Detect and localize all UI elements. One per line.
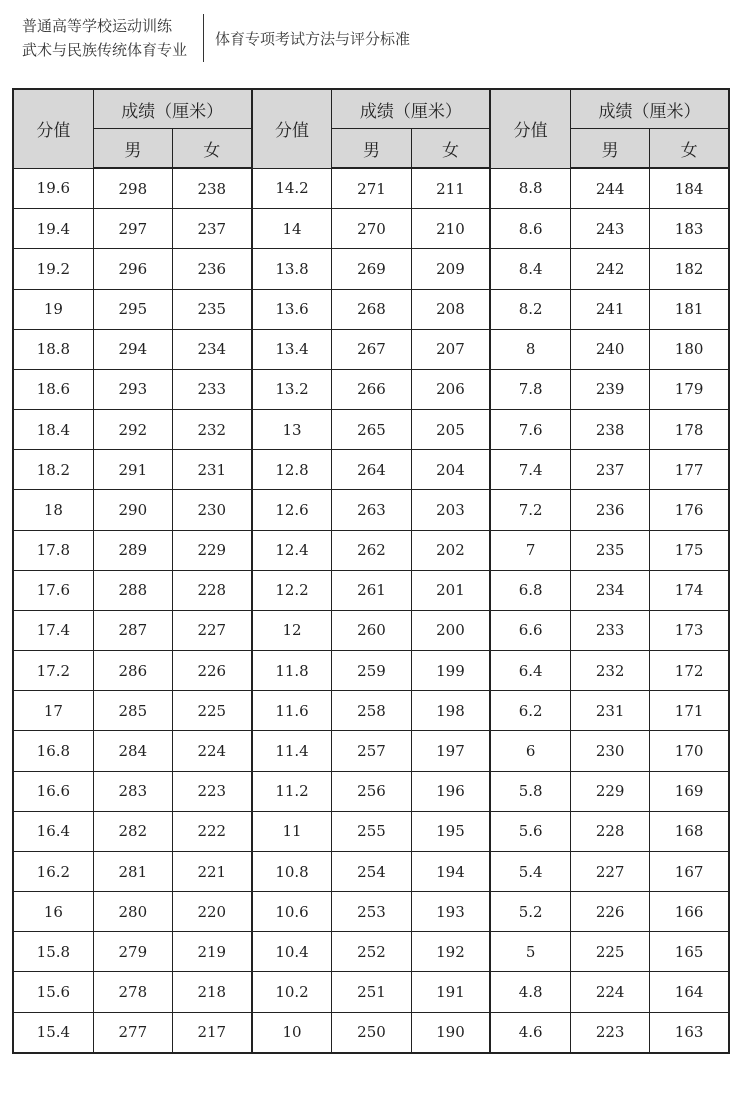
male-cell: 263 bbox=[332, 490, 411, 530]
table-row bbox=[13, 450, 729, 490]
header-result-2: 成绩（厘米） bbox=[332, 89, 490, 129]
score-cell: 16.8 bbox=[13, 731, 93, 771]
female-cell: 179 bbox=[650, 369, 729, 409]
male-cell: 268 bbox=[332, 289, 411, 329]
male-cell: 229 bbox=[571, 771, 650, 811]
female-cell: 209 bbox=[411, 249, 490, 289]
female-cell: 223 bbox=[172, 771, 251, 811]
female-cell: 163 bbox=[650, 1012, 729, 1053]
male-cell: 235 bbox=[571, 530, 650, 570]
male-cell: 287 bbox=[93, 610, 172, 650]
score-cell: 16 bbox=[13, 892, 93, 932]
female-cell: 222 bbox=[172, 811, 251, 851]
score-cell: 7.8 bbox=[490, 369, 570, 409]
female-cell: 166 bbox=[650, 892, 729, 932]
male-cell: 270 bbox=[332, 209, 411, 249]
score-cell: 11.8 bbox=[252, 651, 332, 691]
female-cell: 184 bbox=[650, 168, 729, 209]
male-cell: 291 bbox=[93, 450, 172, 490]
score-cell: 8 bbox=[490, 329, 570, 369]
male-cell: 242 bbox=[571, 249, 650, 289]
table-row bbox=[13, 892, 729, 932]
table-row bbox=[13, 530, 729, 570]
male-cell: 240 bbox=[571, 329, 650, 369]
female-cell: 183 bbox=[650, 209, 729, 249]
female-cell: 229 bbox=[172, 530, 251, 570]
female-cell: 208 bbox=[411, 289, 490, 329]
score-cell: 10.2 bbox=[252, 972, 332, 1012]
female-cell: 192 bbox=[411, 932, 490, 972]
table-row bbox=[13, 932, 729, 972]
score-cell: 8.2 bbox=[490, 289, 570, 329]
male-cell: 261 bbox=[332, 570, 411, 610]
table-row bbox=[13, 168, 729, 209]
score-cell: 6.8 bbox=[490, 570, 570, 610]
header-score-1: 分值 bbox=[13, 89, 93, 168]
score-cell: 17.8 bbox=[13, 530, 93, 570]
female-cell: 191 bbox=[411, 972, 490, 1012]
male-cell: 288 bbox=[93, 570, 172, 610]
male-cell: 256 bbox=[332, 771, 411, 811]
male-cell: 251 bbox=[332, 972, 411, 1012]
score-cell: 13.4 bbox=[252, 329, 332, 369]
female-cell: 221 bbox=[172, 851, 251, 891]
female-cell: 218 bbox=[172, 972, 251, 1012]
score-cell: 7.2 bbox=[490, 490, 570, 530]
male-cell: 295 bbox=[93, 289, 172, 329]
male-cell: 236 bbox=[571, 490, 650, 530]
score-table bbox=[12, 88, 730, 1054]
female-cell: 205 bbox=[411, 410, 490, 450]
male-cell: 297 bbox=[93, 209, 172, 249]
header-title: 体育专项考试方法与评分标准 bbox=[215, 30, 411, 48]
female-cell: 174 bbox=[650, 570, 729, 610]
score-cell: 6 bbox=[490, 731, 570, 771]
female-cell: 176 bbox=[650, 490, 729, 530]
score-cell: 17.2 bbox=[13, 651, 93, 691]
score-cell: 19.4 bbox=[13, 209, 93, 249]
male-cell: 294 bbox=[93, 329, 172, 369]
female-cell: 220 bbox=[172, 892, 251, 932]
female-cell: 217 bbox=[172, 1012, 251, 1053]
score-cell: 6.6 bbox=[490, 610, 570, 650]
male-cell: 239 bbox=[571, 369, 650, 409]
female-cell: 194 bbox=[411, 851, 490, 891]
female-cell: 230 bbox=[172, 490, 251, 530]
score-cell: 12 bbox=[252, 610, 332, 650]
score-cell: 19.2 bbox=[13, 249, 93, 289]
score-cell: 13.8 bbox=[252, 249, 332, 289]
table-row bbox=[13, 249, 729, 289]
female-cell: 196 bbox=[411, 771, 490, 811]
male-cell: 237 bbox=[571, 450, 650, 490]
score-cell: 17 bbox=[13, 691, 93, 731]
table-row bbox=[13, 811, 729, 851]
female-cell: 169 bbox=[650, 771, 729, 811]
female-cell: 170 bbox=[650, 731, 729, 771]
score-cell: 18 bbox=[13, 490, 93, 530]
female-cell: 200 bbox=[411, 610, 490, 650]
female-cell: 167 bbox=[650, 851, 729, 891]
score-cell: 14.2 bbox=[252, 168, 332, 209]
header-left bbox=[22, 14, 187, 62]
male-cell: 223 bbox=[571, 1012, 650, 1053]
table-row bbox=[13, 209, 729, 249]
score-cell: 10.8 bbox=[252, 851, 332, 891]
male-cell: 293 bbox=[93, 369, 172, 409]
male-cell: 260 bbox=[332, 610, 411, 650]
score-cell: 10.6 bbox=[252, 892, 332, 932]
male-cell: 243 bbox=[571, 209, 650, 249]
header-score-2: 分值 bbox=[252, 89, 332, 168]
male-cell: 284 bbox=[93, 731, 172, 771]
female-cell: 182 bbox=[650, 249, 729, 289]
header-male-2: 男 bbox=[332, 129, 411, 169]
score-cell: 17.6 bbox=[13, 570, 93, 610]
table-row bbox=[13, 329, 729, 369]
female-cell: 233 bbox=[172, 369, 251, 409]
male-cell: 234 bbox=[571, 570, 650, 610]
score-cell: 8.8 bbox=[490, 168, 570, 209]
score-cell: 8.4 bbox=[490, 249, 570, 289]
female-cell: 197 bbox=[411, 731, 490, 771]
score-table-body bbox=[13, 168, 729, 1053]
male-cell: 252 bbox=[332, 932, 411, 972]
score-cell: 12.6 bbox=[252, 490, 332, 530]
female-cell: 235 bbox=[172, 289, 251, 329]
male-cell: 271 bbox=[332, 168, 411, 209]
score-cell: 10 bbox=[252, 1012, 332, 1053]
score-cell: 5 bbox=[490, 932, 570, 972]
table-row bbox=[13, 490, 729, 530]
header-line-1: 普通高等学校运动训练 bbox=[22, 17, 173, 35]
score-cell: 15.8 bbox=[13, 932, 93, 972]
female-cell: 177 bbox=[650, 450, 729, 490]
female-cell: 237 bbox=[172, 209, 251, 249]
male-cell: 269 bbox=[332, 249, 411, 289]
score-cell: 4.6 bbox=[490, 1012, 570, 1053]
score-cell: 13.2 bbox=[252, 369, 332, 409]
male-cell: 230 bbox=[571, 731, 650, 771]
score-cell: 10.4 bbox=[252, 932, 332, 972]
table-row bbox=[13, 972, 729, 1012]
score-cell: 7.4 bbox=[490, 450, 570, 490]
score-cell: 16.2 bbox=[13, 851, 93, 891]
male-cell: 267 bbox=[332, 329, 411, 369]
female-cell: 190 bbox=[411, 1012, 490, 1053]
male-cell: 241 bbox=[571, 289, 650, 329]
male-cell: 279 bbox=[93, 932, 172, 972]
female-cell: 203 bbox=[411, 490, 490, 530]
female-cell: 202 bbox=[411, 530, 490, 570]
female-cell: 172 bbox=[650, 651, 729, 691]
male-cell: 225 bbox=[571, 932, 650, 972]
header-female-1: 女 bbox=[172, 129, 251, 169]
score-cell: 5.6 bbox=[490, 811, 570, 851]
male-cell: 277 bbox=[93, 1012, 172, 1053]
female-cell: 206 bbox=[411, 369, 490, 409]
female-cell: 173 bbox=[650, 610, 729, 650]
score-cell: 16.4 bbox=[13, 811, 93, 851]
score-cell: 5.8 bbox=[490, 771, 570, 811]
male-cell: 255 bbox=[332, 811, 411, 851]
table-row bbox=[13, 771, 729, 811]
score-cell: 18.6 bbox=[13, 369, 93, 409]
female-cell: 207 bbox=[411, 329, 490, 369]
table-row bbox=[13, 851, 729, 891]
score-cell: 11.6 bbox=[252, 691, 332, 731]
table-row bbox=[13, 1012, 729, 1053]
male-cell: 232 bbox=[571, 651, 650, 691]
female-cell: 204 bbox=[411, 450, 490, 490]
table-row bbox=[13, 610, 729, 650]
female-cell: 168 bbox=[650, 811, 729, 851]
header-line-2: 武术与民族传统体育专业 bbox=[22, 41, 188, 59]
female-cell: 234 bbox=[172, 329, 251, 369]
female-cell: 198 bbox=[411, 691, 490, 731]
male-cell: 265 bbox=[332, 410, 411, 450]
score-cell: 15.6 bbox=[13, 972, 93, 1012]
score-cell: 18.2 bbox=[13, 450, 93, 490]
female-cell: 178 bbox=[650, 410, 729, 450]
score-cell: 4.8 bbox=[490, 972, 570, 1012]
header-result-1: 成绩（厘米） bbox=[93, 89, 251, 129]
female-cell: 164 bbox=[650, 972, 729, 1012]
female-cell: 231 bbox=[172, 450, 251, 490]
male-cell: 250 bbox=[332, 1012, 411, 1053]
male-cell: 296 bbox=[93, 249, 172, 289]
table-row bbox=[13, 691, 729, 731]
table-row bbox=[13, 410, 729, 450]
female-cell: 236 bbox=[172, 249, 251, 289]
male-cell: 238 bbox=[571, 410, 650, 450]
score-cell: 7.6 bbox=[490, 410, 570, 450]
male-cell: 253 bbox=[332, 892, 411, 932]
female-cell: 211 bbox=[411, 168, 490, 209]
table-row bbox=[13, 289, 729, 329]
header-female-3: 女 bbox=[650, 129, 729, 169]
score-cell: 12.4 bbox=[252, 530, 332, 570]
female-cell: 232 bbox=[172, 410, 251, 450]
score-cell: 8.6 bbox=[490, 209, 570, 249]
score-cell: 11.2 bbox=[252, 771, 332, 811]
score-cell: 17.4 bbox=[13, 610, 93, 650]
score-cell: 16.6 bbox=[13, 771, 93, 811]
score-cell: 7 bbox=[490, 530, 570, 570]
male-cell: 289 bbox=[93, 530, 172, 570]
female-cell: 219 bbox=[172, 932, 251, 972]
female-cell: 227 bbox=[172, 610, 251, 650]
score-cell: 6.2 bbox=[490, 691, 570, 731]
male-cell: 286 bbox=[93, 651, 172, 691]
male-cell: 278 bbox=[93, 972, 172, 1012]
table-row bbox=[13, 731, 729, 771]
male-cell: 281 bbox=[93, 851, 172, 891]
score-cell: 19.6 bbox=[13, 168, 93, 209]
female-cell: 210 bbox=[411, 209, 490, 249]
score-cell: 5.2 bbox=[490, 892, 570, 932]
header-result-3: 成绩（厘米） bbox=[571, 89, 729, 129]
male-cell: 262 bbox=[332, 530, 411, 570]
male-cell: 280 bbox=[93, 892, 172, 932]
male-cell: 228 bbox=[571, 811, 650, 851]
female-cell: 193 bbox=[411, 892, 490, 932]
score-cell: 13 bbox=[252, 410, 332, 450]
male-cell: 264 bbox=[332, 450, 411, 490]
score-cell: 18.8 bbox=[13, 329, 93, 369]
female-cell: 201 bbox=[411, 570, 490, 610]
table-row bbox=[13, 369, 729, 409]
score-cell: 6.4 bbox=[490, 651, 570, 691]
score-cell: 18.4 bbox=[13, 410, 93, 450]
female-cell: 199 bbox=[411, 651, 490, 691]
male-cell: 254 bbox=[332, 851, 411, 891]
table-row bbox=[13, 570, 729, 610]
page-header bbox=[0, 0, 750, 70]
header-divider bbox=[203, 14, 204, 62]
female-cell: 224 bbox=[172, 731, 251, 771]
female-cell: 195 bbox=[411, 811, 490, 851]
male-cell: 259 bbox=[332, 651, 411, 691]
score-cell: 12.8 bbox=[252, 450, 332, 490]
header-male-1: 男 bbox=[93, 129, 172, 169]
male-cell: 257 bbox=[332, 731, 411, 771]
score-cell: 19 bbox=[13, 289, 93, 329]
header-male-3: 男 bbox=[571, 129, 650, 169]
female-cell: 238 bbox=[172, 168, 251, 209]
score-cell: 14 bbox=[252, 209, 332, 249]
female-cell: 175 bbox=[650, 530, 729, 570]
male-cell: 283 bbox=[93, 771, 172, 811]
male-cell: 244 bbox=[571, 168, 650, 209]
male-cell: 224 bbox=[571, 972, 650, 1012]
score-cell: 13.6 bbox=[252, 289, 332, 329]
score-cell: 5.4 bbox=[490, 851, 570, 891]
female-cell: 228 bbox=[172, 570, 251, 610]
male-cell: 292 bbox=[93, 410, 172, 450]
male-cell: 298 bbox=[93, 168, 172, 209]
female-cell: 180 bbox=[650, 329, 729, 369]
header-score-3: 分值 bbox=[490, 89, 570, 168]
female-cell: 225 bbox=[172, 691, 251, 731]
male-cell: 233 bbox=[571, 610, 650, 650]
male-cell: 282 bbox=[93, 811, 172, 851]
male-cell: 231 bbox=[571, 691, 650, 731]
table-row bbox=[13, 651, 729, 691]
female-cell: 226 bbox=[172, 651, 251, 691]
score-cell: 15.4 bbox=[13, 1012, 93, 1053]
male-cell: 226 bbox=[571, 892, 650, 932]
female-cell: 181 bbox=[650, 289, 729, 329]
male-cell: 258 bbox=[332, 691, 411, 731]
male-cell: 227 bbox=[571, 851, 650, 891]
male-cell: 285 bbox=[93, 691, 172, 731]
female-cell: 165 bbox=[650, 932, 729, 972]
score-cell: 11.4 bbox=[252, 731, 332, 771]
male-cell: 266 bbox=[332, 369, 411, 409]
female-cell: 171 bbox=[650, 691, 729, 731]
header-female-2: 女 bbox=[411, 129, 490, 169]
score-cell: 12.2 bbox=[252, 570, 332, 610]
male-cell: 290 bbox=[93, 490, 172, 530]
score-cell: 11 bbox=[252, 811, 332, 851]
